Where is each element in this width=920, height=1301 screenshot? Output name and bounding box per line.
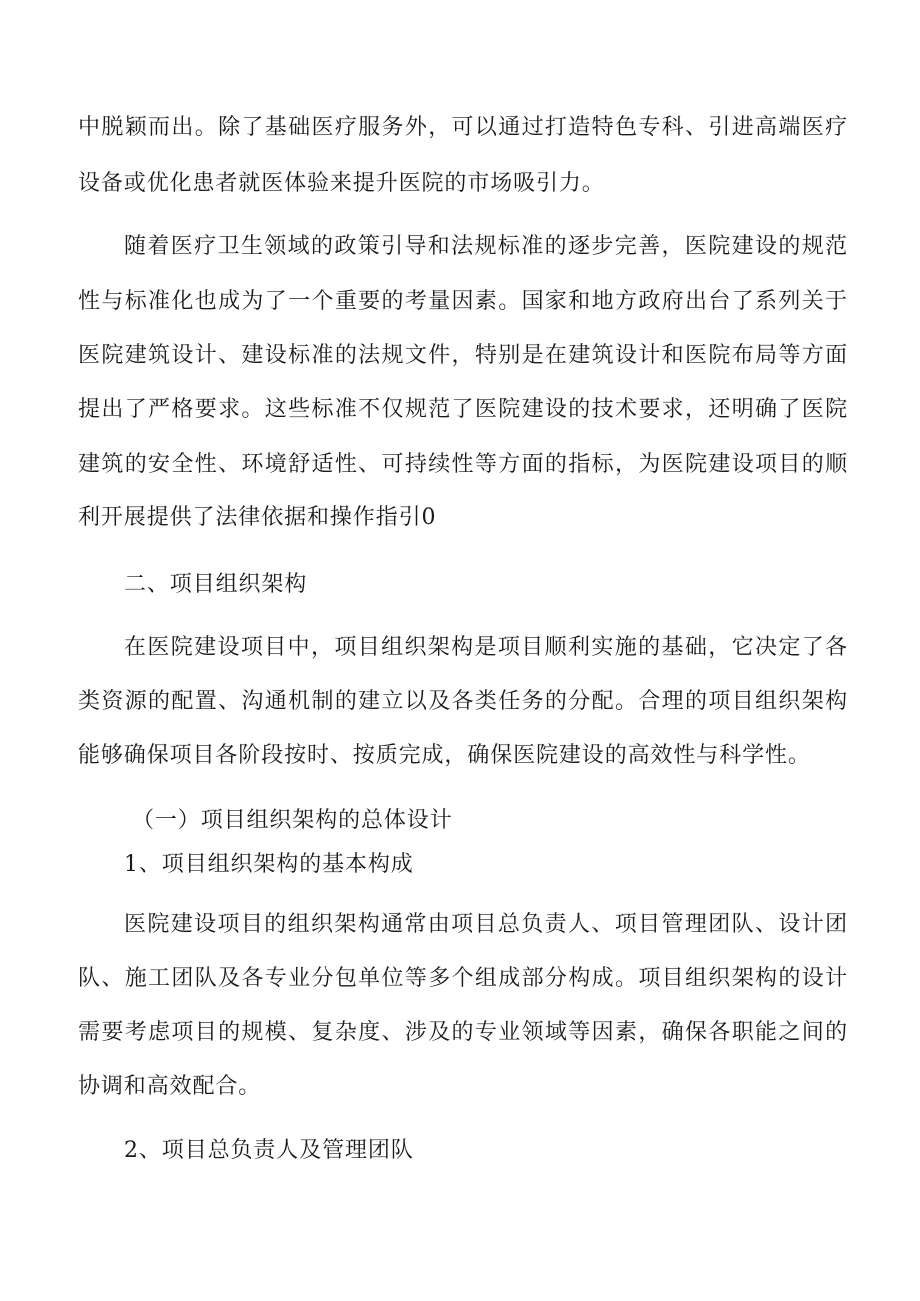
paragraph-line: 医院建筑设计、建设标准的法规文件，特别是在建筑设计和医院布局等方面 xyxy=(78,343,848,368)
paragraph-line: 医院建设项目的组织架构通常由项目总负责人、项目管理团队、设计团 xyxy=(124,912,848,937)
paragraph-line: 建筑的安全性、环境舒适性、可持续性等方面的指标，为医院建设项目的顺 xyxy=(78,452,848,477)
subsection-heading: 1、项目组织架构的基本构成 xyxy=(124,852,414,877)
paragraph-line: 队、施工团队及各专业分包单位等多个组成部分构成。项目组织架构的设计 xyxy=(78,966,848,991)
paragraph-line: 利开展提供了法律依据和操作指引0 xyxy=(78,505,437,530)
paragraph-line: 随着医疗卫生领域的政策引导和法规标准的逐步完善，医院建设的规范 xyxy=(124,234,848,259)
paragraph-line: 能够确保项目各阶段按时、按质完成，确保医院建设的高效性与科学性。 xyxy=(78,743,811,768)
paragraph-line: 协调和高效配合。 xyxy=(78,1074,262,1099)
paragraph-line: 在医院建设项目中，项目组织架构是项目顺利实施的基础，它决定了各 xyxy=(124,635,848,660)
subsection-heading: 2、项目总负责人及管理团队 xyxy=(124,1138,414,1163)
paragraph-line: 需要考虑项目的规模、复杂度、涉及的专业领域等因素，确保各职能之间的 xyxy=(78,1020,848,1045)
paragraph-line: 性与标准化也成为了一个重要的考量因素。国家和地方政府出台了系列关于 xyxy=(78,289,848,314)
paragraph-line: 中脱颖而出。除了基础医疗服务外，可以通过打造特色专科、引进高端医疗 xyxy=(78,115,848,140)
section-heading: 二、项目组织架构 xyxy=(124,572,308,597)
paragraph-line: 设备或优化患者就医体验来提升医院的市场吸引力。 xyxy=(78,171,605,196)
subsection-heading: （一）项目组织架构的总体设计 xyxy=(132,808,453,833)
paragraph-line: 类资源的配置、沟通机制的建立以及各类任务的分配。合理的项目组织架构 xyxy=(78,689,848,714)
paragraph-line: 提出了严格要求。这些标准不仅规范了医院建设的技术要求，还明确了医院 xyxy=(78,397,848,422)
